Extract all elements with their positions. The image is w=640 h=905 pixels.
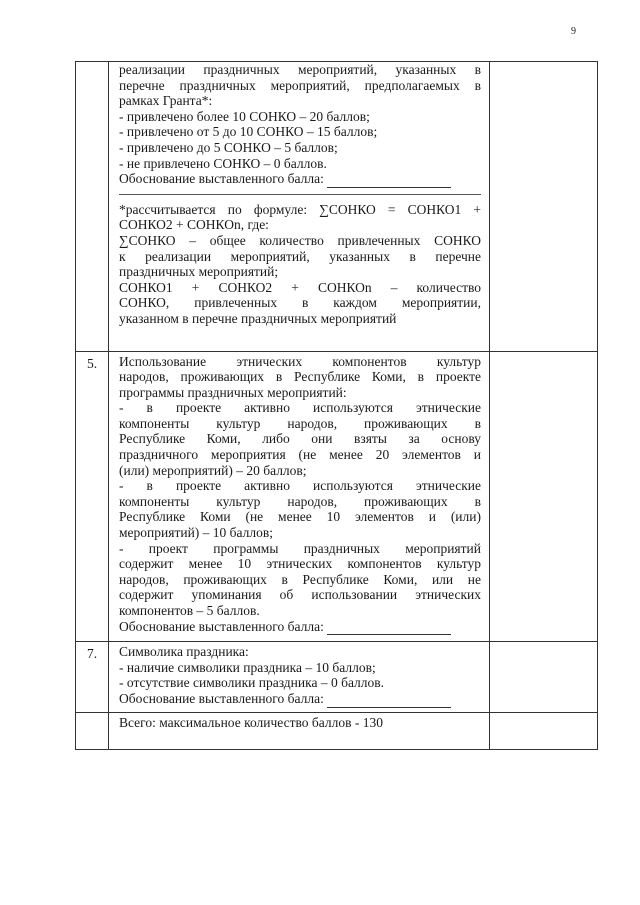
line-text: - отсутствие символики праздника – 0 баллов.: [119, 675, 385, 691]
text-line: [119, 109, 481, 125]
text-line: [119, 603, 481, 619]
text-line: [119, 644, 481, 660]
line-text: СОНКО2 + СОНКОn, где:: [119, 217, 269, 233]
total-text: [119, 713, 481, 731]
line-text: - в проекте активно используются этнические: [119, 478, 481, 494]
table-row: [76, 62, 598, 352]
line-text: указанном в перечне праздничных мероприятий: [119, 310, 397, 326]
table-row: [76, 712, 598, 749]
row-number: 7.: [86, 646, 98, 662]
row-number-cell: [76, 62, 109, 352]
text-line: [119, 619, 481, 636]
table-row: [76, 351, 598, 642]
line-text: содержит менее 10 этнических компонентов культур: [119, 556, 481, 572]
text-line: [119, 463, 481, 479]
line-text: - проект программы праздничных мероприятий: [119, 540, 481, 556]
line-text: реализации праздничных мероприятий, указанных в: [119, 62, 481, 77]
text-line: [119, 156, 481, 172]
line-text: к реализации мероприятий, указанных в перечне: [119, 248, 481, 264]
line-text: праздничных мероприятий;: [119, 264, 279, 280]
line-text: Всего: максимальное количество баллов - 130: [119, 714, 383, 730]
text-line: [119, 660, 481, 676]
criterion-cell: [109, 642, 490, 712]
text-line: [119, 217, 481, 233]
text-line: [119, 715, 481, 731]
row-number: 5.: [86, 355, 98, 371]
text-line: [119, 478, 481, 494]
text-line: [119, 311, 481, 327]
line-text: мероприятий) – 10 баллов;: [119, 525, 273, 541]
criterion-text: [119, 62, 481, 351]
line-text: Использование этнических компонентов культур: [119, 353, 481, 369]
text-line: [119, 202, 481, 218]
line-text: Символика праздника:: [119, 644, 249, 660]
row-number: [76, 713, 108, 717]
criterion-text: [119, 642, 481, 711]
row-number-cell: [76, 351, 109, 642]
line-text: ∑СОНКО – общее количество привлеченных СОНКО: [119, 232, 481, 248]
text-line: [119, 494, 481, 510]
line-text: народов, проживающих в Республике Коми, в проекте: [119, 369, 481, 385]
score-justification-blank[interactable]: [327, 691, 451, 708]
text-line: [119, 140, 481, 156]
criterion-cell: [109, 62, 490, 352]
text-line: [119, 171, 481, 188]
text-line: [119, 416, 481, 432]
text-line: [119, 78, 481, 94]
line-text: - привлечено от 5 до 10 СОНКО – 15 баллов;: [119, 124, 378, 140]
text-line: [119, 264, 481, 280]
text-line: [119, 295, 481, 311]
line-text: перечне праздничных мероприятий, предполагаемых в: [119, 77, 481, 93]
line-text: СОНКО, привлеченных в каждом мероприятии,: [119, 295, 481, 311]
text-line: [119, 354, 481, 370]
text-line: [119, 385, 481, 401]
text-line: [119, 400, 481, 416]
criterion-text: [119, 352, 481, 642]
text-line: [119, 62, 481, 78]
line-text: Обоснование выставленного балла:: [119, 618, 324, 634]
footnote-separator: [119, 194, 481, 195]
line-text: программы праздничных мероприятий:: [119, 384, 347, 400]
text-line: [119, 249, 481, 265]
text-line: [119, 447, 481, 463]
text-line: [119, 280, 481, 296]
score-cell: [490, 712, 598, 749]
row-number-cell: [76, 712, 109, 749]
line-text: - привлечено до 5 СОНКО – 5 баллов;: [119, 139, 338, 155]
line-text: Республике Коми, либо они взяты за основу: [119, 431, 481, 447]
criterion-cell: [109, 351, 490, 642]
score-cell: [490, 642, 598, 712]
score-cell: [490, 351, 598, 642]
line-text: Обоснование выставленного балла:: [119, 171, 324, 187]
text-line: [119, 525, 481, 541]
total-cell: [109, 712, 490, 749]
line-text: - привлечено более 10 СОНКО – 20 баллов;: [119, 108, 370, 124]
line-text: (или) мероприятий) – 20 баллов;: [119, 462, 307, 478]
line-text: рамках Гранта*:: [119, 93, 213, 109]
text-line: [119, 369, 481, 385]
text-line: [119, 675, 481, 691]
line-text: народов, проживающих в Республике Коми, или не: [119, 571, 481, 587]
text-line: [119, 509, 481, 525]
text-line: [119, 233, 481, 249]
line-text: Обоснование выставленного балла:: [119, 690, 324, 706]
criteria-table: [75, 61, 598, 750]
text-line: [119, 124, 481, 140]
line-text: компоненты культур народов, проживающих в: [119, 493, 481, 509]
line-text: праздничного мероприятия (не менее 20 элементов и: [119, 447, 481, 463]
line-text: - в проекте активно используются этнические: [119, 400, 481, 416]
line-text: - не привлечено СОНКО – 0 баллов.: [119, 155, 327, 171]
row-number-cell: [76, 642, 109, 712]
line-text: Республике Коми (не менее 10 элементов и (или): [119, 509, 481, 525]
text-line: [119, 93, 481, 109]
line-text: *рассчитывается по формуле: ∑СОНКО = СОНКО1 +: [119, 201, 481, 217]
text-line: [119, 431, 481, 447]
text-line: [119, 556, 481, 572]
score-justification-blank[interactable]: [327, 619, 451, 636]
score-cell: [490, 62, 598, 352]
line-text: содержит упоминания об использовании этнических: [119, 587, 481, 603]
score-justification-blank[interactable]: [327, 171, 451, 188]
page-number: 9: [571, 26, 576, 37]
text-line: [119, 572, 481, 588]
line-text: компоненты культур народов, проживающих в: [119, 415, 481, 431]
line-text: СОНКО1 + СОНКО2 + СОНКОn – количество: [119, 279, 481, 295]
text-line: [119, 541, 481, 557]
line-text: компонентов – 5 баллов.: [119, 603, 260, 618]
text-line: [119, 587, 481, 603]
table-row: [76, 642, 598, 712]
row-number: [76, 62, 108, 66]
text-line: [119, 691, 481, 708]
line-text: - наличие символики праздника – 10 баллов;: [119, 659, 376, 675]
